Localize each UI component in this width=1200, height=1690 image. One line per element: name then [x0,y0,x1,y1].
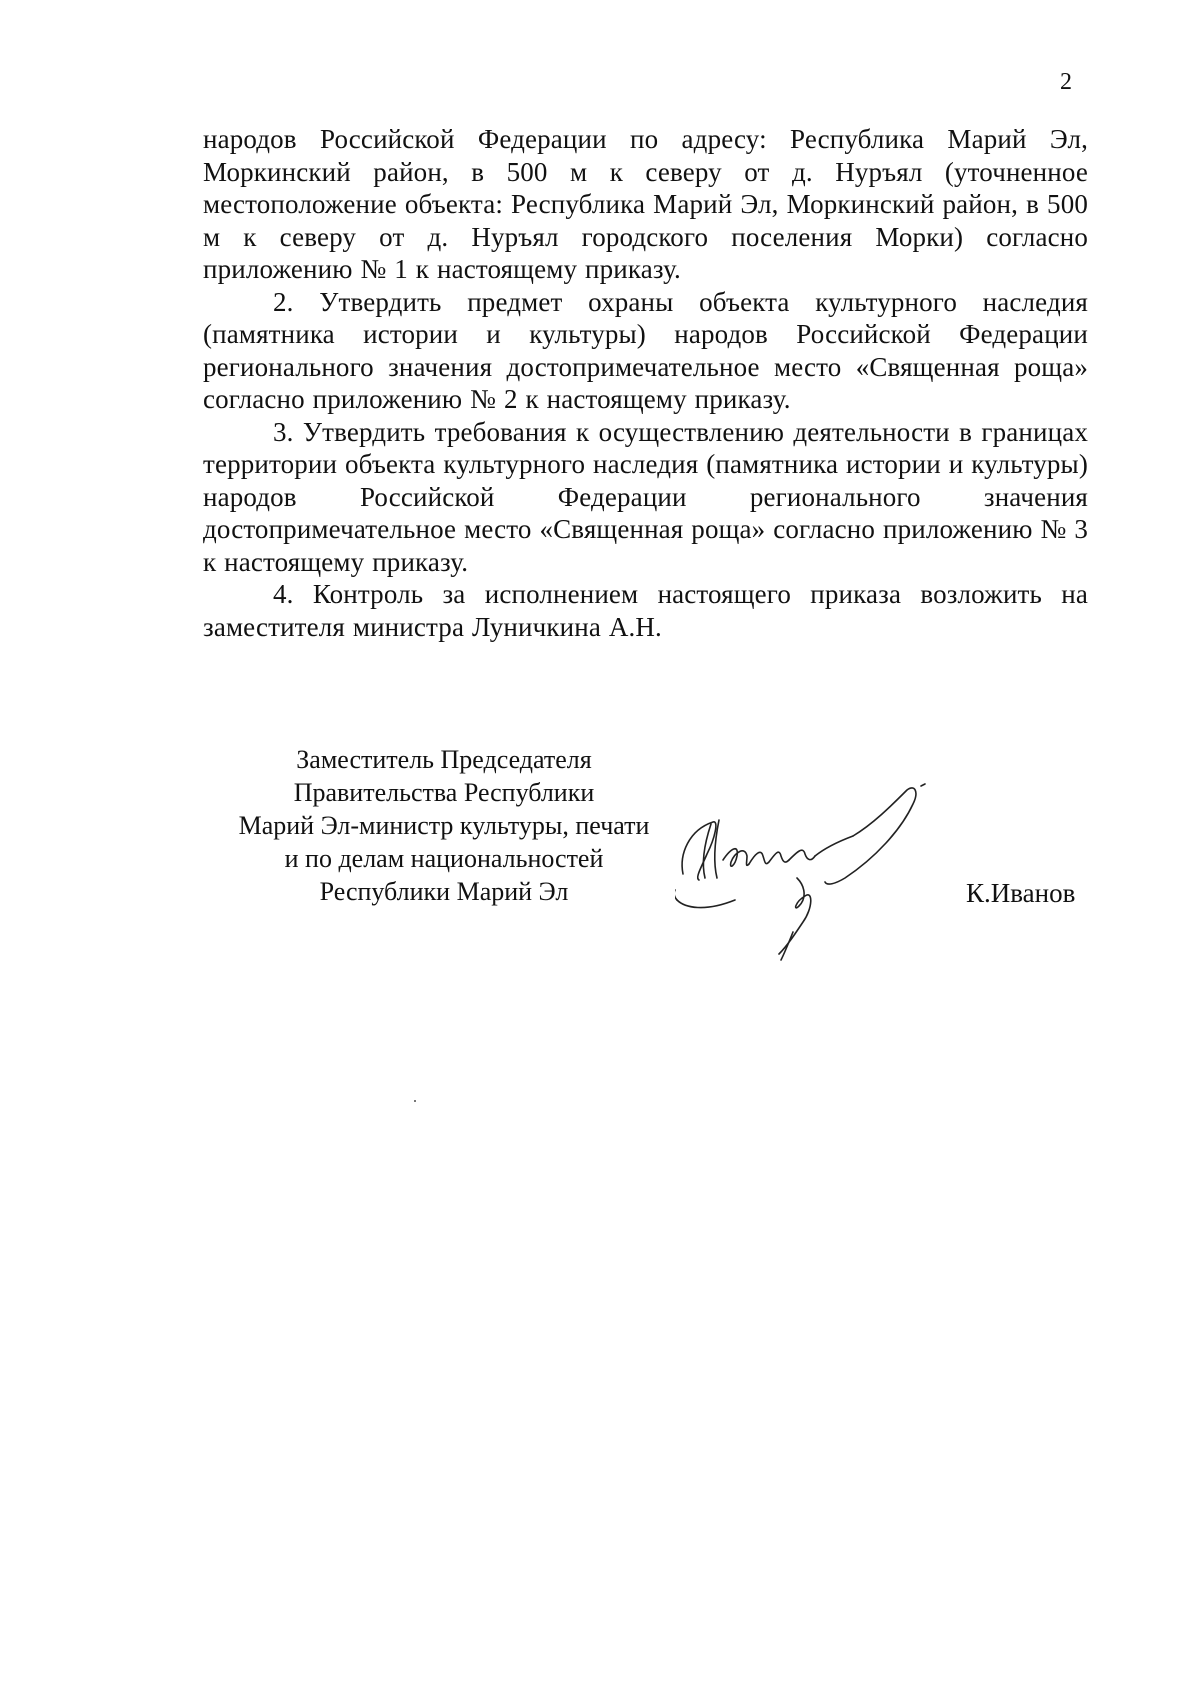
signatory-title-line: Марий Эл-министр культуры, печати [238,811,650,840]
paragraph-3: 3. Утвердить требования к осуществлению деятельности в границах территории объекта культурного наследия (памятника истории и культуры) народов Российской Федерации регионального значения достопримечательное место «Священная роща» согласно приложению № 3 к настоящему приказу. [203,416,1088,577]
page-number: 2 [1060,69,1072,95]
paragraph-1: народов Российской Федерации по адресу: Республика Марий Эл, Моркинский район, в 500 м к северу от д. Нуръял (уточненное местоположение объекта: Республика Марий Эл, Моркинский район, в 500 м к северу от д. Нуръял городского поселения Морки) согласно приложению № 1 к настоящему приказу. [203,124,1088,284]
signer-name: К.Иванов [966,878,1076,908]
signatory-title-line: Заместитель Председателя [296,745,592,774]
signatory-title-line: и по делам национальностей [284,844,604,873]
signatory-title [210,743,678,908]
handwritten-signature [675,782,955,962]
paragraph-4: 4. Контроль за исполнением настоящего приказа возложить на заместителя министра Луничкина А.Н. [203,579,1088,642]
scan-artifact-dot [414,1100,416,1102]
order-body-text [203,123,1088,643]
signatory-title-line: Правительства Республики [293,778,595,807]
signatory-title-line: Республики Марий Эл [319,877,569,906]
paragraph-2: 2. Утвердить предмет охраны объекта культурного наследия (памятника истории и культуры) народов Российской Федерации регионального значения достопримечательное место «Священная роща» согласно приложению № 2 к настоящему приказу. [203,286,1088,414]
